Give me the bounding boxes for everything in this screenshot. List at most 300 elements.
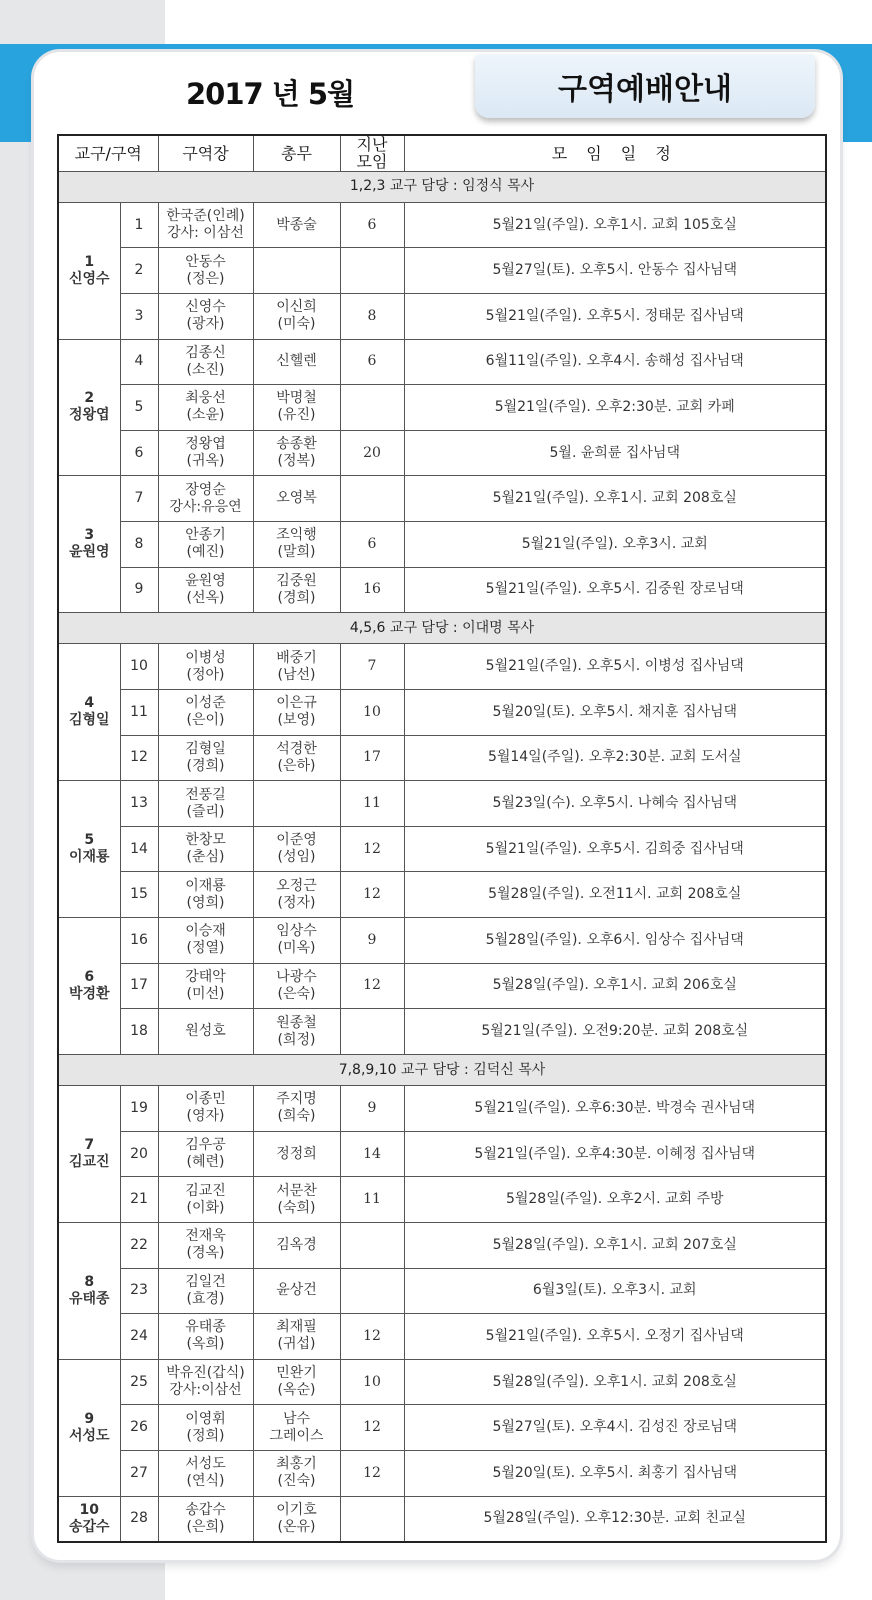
chongmu-line: (정복): [277, 453, 316, 470]
leader-line: 이성준: [185, 695, 226, 712]
chongmu-line: 박명철: [276, 390, 317, 407]
meeting-schedule: 5월20일(토). 오후5시. 최홍기 집사님댁: [404, 1451, 826, 1497]
gyogu-number: 9: [84, 1410, 95, 1427]
district-leader: [158, 1131, 253, 1177]
district-chongmu: [253, 690, 340, 736]
table-row: [58, 1405, 826, 1451]
table-row: [58, 248, 826, 294]
last-attendance: 20: [340, 430, 404, 476]
leader-line: 장영순: [185, 481, 226, 498]
district-number: 4: [120, 339, 158, 385]
gyogu-name: 이재룡: [68, 849, 110, 866]
leader-line: 최웅선: [185, 390, 226, 407]
district-leader: [158, 1222, 253, 1268]
district-leader: [158, 826, 253, 872]
leader-line: 신영수: [185, 299, 226, 316]
last-attendance: 11: [340, 1177, 404, 1223]
district-leader: [158, 1268, 253, 1314]
chongmu-line: (미숙): [277, 316, 316, 333]
meeting-schedule: 5월21일(주일). 오후1시. 교회 105호실: [404, 202, 826, 248]
district-number: 21: [120, 1177, 158, 1223]
table-row: [58, 1177, 826, 1223]
leader-line: (정열): [186, 940, 225, 957]
leader-line: (경희): [186, 757, 225, 774]
leader-line: 이승재: [185, 923, 226, 940]
meeting-schedule: 5월28일(주일). 오후1시. 교회 208호실: [404, 1359, 826, 1405]
gyogu-cell: [58, 644, 120, 781]
last-attendance: 10: [340, 690, 404, 736]
district-number: 28: [120, 1496, 158, 1542]
district-chongmu: [253, 1086, 340, 1132]
meeting-schedule: 5월21일(주일). 오전9:20분. 교회 208호실: [404, 1009, 826, 1055]
leader-line: 이영휘: [185, 1410, 226, 1427]
last-attendance: [340, 385, 404, 431]
meeting-schedule: 5월28일(주일). 오전11시. 교회 208호실: [404, 872, 826, 918]
header-schedule: 모 임 일 정: [404, 135, 826, 171]
last-attendance: 12: [340, 963, 404, 1009]
chongmu-line: (유진): [277, 407, 316, 424]
leader-line: 전재욱: [185, 1228, 226, 1245]
last-attendance: [340, 1496, 404, 1542]
gyogu-number: 4: [84, 695, 95, 712]
district-chongmu: [253, 202, 340, 248]
district-leader: [158, 1405, 253, 1451]
district-number: 14: [120, 826, 158, 872]
header-attendance-line2: 모임: [356, 152, 388, 171]
table-row: [58, 735, 826, 781]
leader-line: 한국준(인례): [166, 208, 245, 225]
district-number: 11: [120, 690, 158, 736]
chongmu-line: 석경한: [276, 740, 317, 757]
leader-line: (은희): [186, 1518, 225, 1535]
header-attendance-line1: 지난: [356, 135, 388, 155]
table-row: [58, 1314, 826, 1360]
chongmu-line: 정정희: [276, 1145, 317, 1162]
district-leader: [158, 872, 253, 918]
leader-line: 박유진(갑식): [166, 1365, 245, 1382]
district-number: 1: [120, 202, 158, 248]
district-chongmu: [253, 385, 340, 431]
meeting-schedule: 5월21일(주일). 오후1시. 교회 208호실: [404, 476, 826, 522]
district-number: 13: [120, 781, 158, 827]
last-attendance: 6: [340, 202, 404, 248]
chongmu-line: (희숙): [277, 1108, 316, 1125]
district-number: 10: [120, 644, 158, 690]
leader-line: 유태종: [185, 1319, 226, 1336]
district-number: 3: [120, 293, 158, 339]
district-chongmu: [253, 781, 340, 827]
chongmu-line: 서문찬: [276, 1182, 317, 1199]
table-row: [58, 1131, 826, 1177]
table-row: [58, 476, 826, 522]
district-chongmu: [253, 521, 340, 567]
last-attendance: 6: [340, 521, 404, 567]
leader-line: 이재룡: [185, 877, 226, 894]
district-chongmu: [253, 1405, 340, 1451]
district-chongmu: [253, 430, 340, 476]
district-chongmu: [253, 1131, 340, 1177]
leader-line: 전풍길: [185, 786, 226, 803]
meeting-schedule: 5월21일(주일). 오후5시. 오정기 집사님댁: [404, 1314, 826, 1360]
chongmu-line: 윤상건: [276, 1282, 317, 1299]
district-chongmu: [253, 872, 340, 918]
leader-line: (이화): [186, 1199, 225, 1216]
gyogu-cell: [58, 918, 120, 1055]
district-leader: [158, 644, 253, 690]
district-number: 6: [120, 430, 158, 476]
last-attendance: [340, 476, 404, 522]
district-leader: [158, 1359, 253, 1405]
meeting-schedule: 5월21일(주일). 오후6:30분. 박경숙 권사님댁: [404, 1086, 826, 1132]
group-title: 7,8,9,10 교구 담당 : 김덕신 목사: [58, 1054, 826, 1085]
leader-line: 안동수: [185, 253, 226, 270]
last-attendance: [340, 248, 404, 294]
meeting-schedule: 5월28일(주일). 오후2시. 교회 주방: [404, 1177, 826, 1223]
chongmu-line: (경희): [277, 589, 316, 606]
district-number: 15: [120, 872, 158, 918]
gyogu-name: 서성도: [68, 1427, 110, 1444]
chongmu-line: 주지명: [276, 1091, 317, 1108]
district-leader: [158, 430, 253, 476]
district-leader: [158, 781, 253, 827]
meeting-schedule: 5월. 윤희륜 집사님댁: [404, 430, 826, 476]
district-chongmu: [253, 1496, 340, 1542]
district-leader: [158, 1496, 253, 1542]
district-leader: [158, 521, 253, 567]
leader-line: (귀옥): [186, 453, 225, 470]
leader-line: 서성도: [185, 1456, 226, 1473]
leader-line: (소진): [186, 361, 225, 378]
last-attendance: 12: [340, 1405, 404, 1451]
district-leader: [158, 476, 253, 522]
district-leader: [158, 1009, 253, 1055]
district-number: 16: [120, 918, 158, 964]
meeting-schedule: 5월21일(주일). 오후5시. 이병성 집사님댁: [404, 644, 826, 690]
meeting-schedule: 5월28일(주일). 오후6시. 임상수 집사님댁: [404, 918, 826, 964]
gyogu-cell: [58, 339, 120, 476]
district-number: 27: [120, 1451, 158, 1497]
chongmu-line: (말희): [277, 544, 316, 561]
group-title: 1,2,3 교구 담당 : 임정식 목사: [58, 171, 826, 202]
chongmu-line: 오영복: [276, 490, 317, 507]
chongmu-line: (옥순): [277, 1382, 316, 1399]
leader-line: 김종신: [185, 344, 226, 361]
district-chongmu: [253, 1009, 340, 1055]
last-attendance: 7: [340, 644, 404, 690]
meeting-schedule: 5월27일(토). 오후5시. 안동수 집사님댁: [404, 248, 826, 294]
table-row: [58, 918, 826, 964]
chongmu-line: 송종환: [276, 436, 317, 453]
gyogu-cell: [58, 1086, 120, 1223]
chongmu-line: (온유): [277, 1518, 316, 1535]
chongmu-line: (은하): [277, 757, 316, 774]
district-leader: [158, 567, 253, 613]
district-number: 25: [120, 1359, 158, 1405]
table-row: [58, 781, 826, 827]
district-chongmu: [253, 826, 340, 872]
table-row: [58, 1222, 826, 1268]
chongmu-line: (귀섭): [277, 1336, 316, 1353]
chongmu-line: 이준영: [276, 832, 317, 849]
leader-line: 원성호: [185, 1023, 226, 1040]
leader-line: (옥희): [186, 1336, 225, 1353]
chongmu-line: 원종철: [276, 1014, 317, 1031]
chongmu-line: 이기호: [276, 1501, 317, 1518]
table-row: [58, 339, 826, 385]
district-number: 19: [120, 1086, 158, 1132]
district-chongmu: [253, 963, 340, 1009]
gyogu-number: 10: [79, 1501, 99, 1518]
district-number: 17: [120, 963, 158, 1009]
table-row: [58, 521, 826, 567]
banner-title: 구역예배안내: [475, 54, 815, 118]
district-leader: [158, 963, 253, 1009]
chongmu-line: 김옥경: [276, 1236, 317, 1253]
chongmu-line: 나광수: [276, 968, 317, 985]
meeting-schedule: 5월21일(주일). 오후5시. 김희중 집사님댁: [404, 826, 826, 872]
chongmu-line: (미옥): [277, 940, 316, 957]
table-row: [58, 644, 826, 690]
gyogu-cell: [58, 1496, 120, 1542]
district-number: 22: [120, 1222, 158, 1268]
meeting-schedule: 5월20일(토). 오후5시. 채지훈 집사님댁: [404, 690, 826, 736]
leader-line: (광자): [186, 316, 225, 333]
leader-line: (정희): [186, 1427, 225, 1444]
last-attendance: [340, 1268, 404, 1314]
table-row: [58, 1496, 826, 1542]
leader-line: 이병성: [185, 649, 226, 666]
leader-line: 김우공: [185, 1137, 226, 1154]
leader-line: (미선): [186, 985, 225, 1002]
district-chongmu: [253, 1268, 340, 1314]
header-leader: 구역장: [158, 135, 253, 171]
meeting-schedule: 5월28일(주일). 오후1시. 교회 207호실: [404, 1222, 826, 1268]
table-header-row: [58, 135, 826, 171]
district-number: 18: [120, 1009, 158, 1055]
district-chongmu: [253, 339, 340, 385]
table-row: [58, 293, 826, 339]
chongmu-line: (성임): [277, 849, 316, 866]
district-leader: [158, 339, 253, 385]
district-number: 24: [120, 1314, 158, 1360]
district-number: 9: [120, 567, 158, 613]
gyogu-name: 김교진: [68, 1154, 110, 1171]
district-chongmu: [253, 1359, 340, 1405]
district-leader: [158, 735, 253, 781]
chongmu-line: (은숙): [277, 985, 316, 1002]
district-leader: [158, 918, 253, 964]
leader-line: 윤원영: [185, 572, 226, 589]
meeting-schedule: 5월23일(수). 오후5시. 나혜숙 집사님댁: [404, 781, 826, 827]
chongmu-line: (정자): [277, 894, 316, 911]
chongmu-line: 신헬렌: [276, 353, 317, 370]
district-chongmu: [253, 1451, 340, 1497]
meeting-schedule: 6월3일(토). 오후3시. 교회: [404, 1268, 826, 1314]
district-chongmu: [253, 248, 340, 294]
leader-line: (선옥): [186, 589, 225, 606]
leader-line: 이종민: [185, 1091, 226, 1108]
table-row: [58, 872, 826, 918]
table-row: [58, 430, 826, 476]
meeting-schedule: 5월27일(토). 오후4시. 김성진 장로님댁: [404, 1405, 826, 1451]
district-leader: [158, 1314, 253, 1360]
leader-line: (영자): [186, 1108, 225, 1125]
chongmu-line: 이은규: [276, 695, 317, 712]
gyogu-number: 3: [84, 527, 95, 544]
district-chongmu: [253, 918, 340, 964]
leader-line: (즐리): [186, 803, 225, 820]
meeting-schedule: 5월21일(주일). 오후5시. 김중원 장로님댁: [404, 567, 826, 613]
leader-line: (춘심): [186, 849, 225, 866]
last-attendance: [340, 1222, 404, 1268]
gyogu-name: 김형일: [68, 712, 110, 729]
leader-line: (정은): [186, 270, 225, 287]
gyogu-name: 유태종: [68, 1290, 110, 1307]
header-attendance: [340, 135, 404, 171]
leader-line: 강사: 이삼선: [167, 225, 244, 242]
header-chongmu: 총무: [253, 135, 340, 171]
district-leader: [158, 385, 253, 431]
meeting-schedule: 5월28일(주일). 오후1시. 교회 206호실: [404, 963, 826, 1009]
chongmu-line: (보영): [277, 712, 316, 729]
leader-line: 김교진: [185, 1182, 226, 1199]
district-number: 8: [120, 521, 158, 567]
meeting-schedule: 5월21일(주일). 오후4:30분. 이혜정 집사님댁: [404, 1131, 826, 1177]
leader-line: 안종기: [185, 527, 226, 544]
chongmu-line: (숙희): [277, 1199, 316, 1216]
leader-line: 김일건: [185, 1273, 226, 1290]
table-row: [58, 385, 826, 431]
chongmu-line: 이신희: [276, 299, 317, 316]
district-leader: [158, 690, 253, 736]
table-row: [58, 1359, 826, 1405]
meeting-schedule: 6월11일(주일). 오후4시. 송해성 집사님댁: [404, 339, 826, 385]
gyogu-number: 8: [84, 1273, 95, 1290]
district-chongmu: [253, 1177, 340, 1223]
leader-line: (은이): [186, 712, 225, 729]
page-title-date: 2017 년 5월: [186, 77, 355, 111]
meeting-schedule: 5월21일(주일). 오후3시. 교회: [404, 521, 826, 567]
district-number: 23: [120, 1268, 158, 1314]
district-leader: [158, 293, 253, 339]
group-header-row: [58, 171, 826, 202]
gyogu-name: 박경환: [68, 985, 110, 1002]
gyogu-number: 1: [84, 253, 95, 270]
meeting-schedule: 5월21일(주일). 오후5시. 정태문 집사님댁: [404, 293, 826, 339]
gyogu-cell: [58, 781, 120, 918]
district-number: 5: [120, 385, 158, 431]
gyogu-number: 6: [84, 968, 95, 985]
group-header-row: [58, 1054, 826, 1085]
gyogu-number: 5: [84, 832, 95, 849]
district-chongmu: [253, 1222, 340, 1268]
district-number: 7: [120, 476, 158, 522]
last-attendance: 11: [340, 781, 404, 827]
group-header-row: [58, 613, 826, 644]
meeting-schedule: 5월14일(주일). 오후2:30분. 교회 도서실: [404, 735, 826, 781]
district-number: 2: [120, 248, 158, 294]
gyogu-number: 7: [84, 1137, 95, 1154]
table-row: [58, 963, 826, 1009]
leader-line: 송갑수: [185, 1501, 226, 1518]
chongmu-line: 최재필: [276, 1319, 317, 1336]
table-row: [58, 1009, 826, 1055]
chongmu-line: 박종술: [276, 216, 317, 233]
table-row: [58, 690, 826, 736]
leader-line: (예진): [186, 544, 225, 561]
district-chongmu: [253, 293, 340, 339]
chongmu-line: (진숙): [277, 1473, 316, 1490]
chongmu-line: (희정): [277, 1031, 316, 1048]
district-number: 12: [120, 735, 158, 781]
last-attendance: 17: [340, 735, 404, 781]
chongmu-line: 조익행: [276, 527, 317, 544]
leader-line: 한창모: [185, 832, 226, 849]
leader-line: (소윤): [186, 407, 225, 424]
meeting-schedule: 5월28일(주일). 오후12:30분. 교회 친교실: [404, 1496, 826, 1542]
gyogu-name: 윤원영: [68, 544, 110, 561]
district-leader: [158, 202, 253, 248]
header-gyogu: 교구/구역: [58, 135, 158, 171]
chongmu-line: 김중원: [276, 572, 317, 589]
chongmu-line: (남선): [277, 666, 316, 683]
gyogu-cell: [58, 1222, 120, 1359]
district-number: 20: [120, 1131, 158, 1177]
schedule-body: [58, 171, 826, 1542]
last-attendance: 6: [340, 339, 404, 385]
table-row: [58, 1268, 826, 1314]
chongmu-line: 그레이스: [269, 1427, 324, 1444]
gyogu-number: 2: [84, 390, 95, 407]
district-leader: [158, 1177, 253, 1223]
gyogu-name: 신영수: [68, 270, 110, 287]
table-row: [58, 1086, 826, 1132]
last-attendance: 16: [340, 567, 404, 613]
meeting-schedule: 5월21일(주일). 오후2:30분. 교회 카페: [404, 385, 826, 431]
gyogu-cell: [58, 476, 120, 613]
chongmu-line: 민완기: [276, 1365, 317, 1382]
last-attendance: 8: [340, 293, 404, 339]
gyogu-name: 송갑수: [68, 1518, 110, 1535]
leader-line: 김형일: [185, 740, 226, 757]
table-row: [58, 1451, 826, 1497]
leader-line: (연식): [186, 1473, 225, 1490]
last-attendance: 9: [340, 1086, 404, 1132]
leader-line: (효경): [186, 1290, 225, 1307]
district-leader: [158, 1086, 253, 1132]
leader-line: (혜련): [186, 1154, 225, 1171]
table-row: [58, 826, 826, 872]
district-number: 26: [120, 1405, 158, 1451]
leader-line: 강사:유응연: [169, 498, 242, 515]
district-leader: [158, 1451, 253, 1497]
leader-line: 정왕엽: [185, 436, 226, 453]
chongmu-line: 최홍기: [276, 1456, 317, 1473]
last-attendance: 12: [340, 1451, 404, 1497]
last-attendance: [340, 1009, 404, 1055]
district-chongmu: [253, 567, 340, 613]
gyogu-cell: [58, 1359, 120, 1496]
chongmu-line: 오정근: [276, 877, 317, 894]
leader-line: (영희): [186, 894, 225, 911]
district-chongmu: [253, 476, 340, 522]
gyogu-name: 정왕엽: [68, 407, 110, 424]
last-attendance: 12: [340, 826, 404, 872]
last-attendance: 10: [340, 1359, 404, 1405]
district-chongmu: [253, 644, 340, 690]
chongmu-line: 배중기: [276, 649, 317, 666]
district-chongmu: [253, 735, 340, 781]
